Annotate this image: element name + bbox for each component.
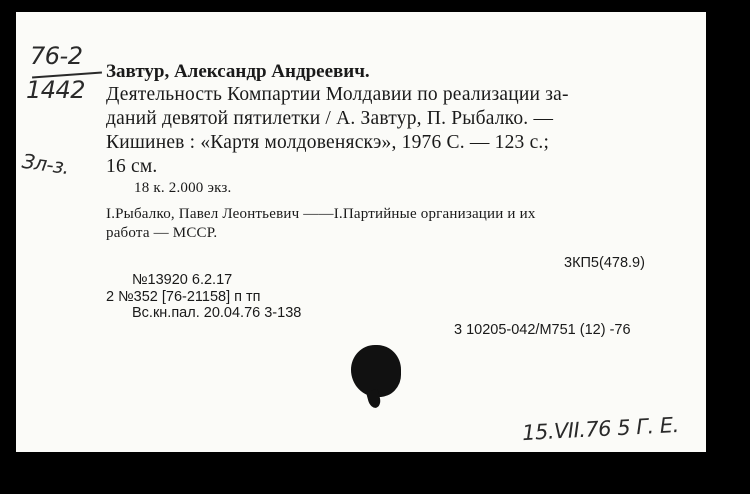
author-heading: Завтур, Александр Андреевич.	[106, 61, 370, 82]
subject-line-1: I.Рыбалко, Павел Леонтьевич ——I.Партийные организации и их	[106, 206, 536, 222]
record-line-1: №13920 6.2.17	[132, 272, 233, 288]
record-line-3: Вс.кн.пал. 20.04.76 3-138	[132, 305, 302, 321]
subject-line-2: работа — МССР.	[106, 225, 218, 241]
handwritten-shelf-bottom: 1442	[26, 76, 86, 104]
handwritten-date-note: 15.VII.76 5 Г. Е.	[521, 412, 680, 446]
price-line: 18 к. 2.000 экз.	[134, 180, 232, 196]
handwritten-side-note: Зл-з.	[20, 148, 71, 180]
bottom-code: 3 10205-042/М751 (12) -76	[454, 322, 631, 338]
catalog-card	[16, 12, 706, 452]
title-line-2: даний девятой пятилетки / А. Завтур, П. Рыбалко. —	[106, 108, 554, 129]
title-line-4: 16 см.	[106, 156, 158, 177]
handwritten-shelf-top: 76-2	[30, 42, 83, 70]
title-line-1: Деятельность Компартии Молдавии по реализации за-	[106, 84, 569, 105]
title-line-3: Кишинев : «Картя молдовеняскэ», 1976 С. — 123 с.;	[106, 132, 550, 153]
record-line-2: 2 №352 [76-21158] п тп	[106, 289, 261, 305]
classification-code: 3КП5(478.9)	[564, 255, 645, 271]
